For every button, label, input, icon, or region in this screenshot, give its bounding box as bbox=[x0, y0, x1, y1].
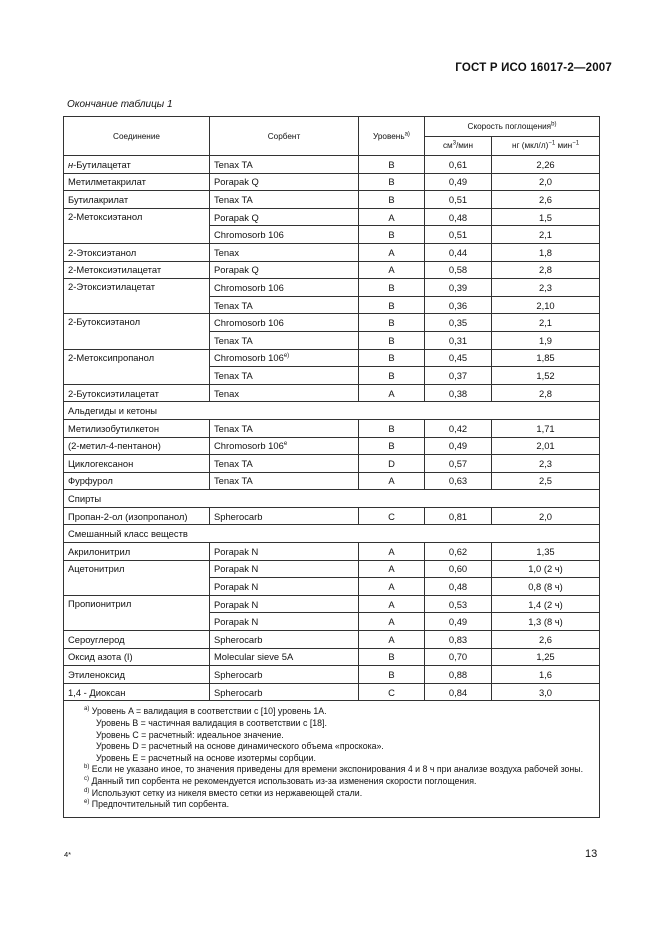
rate-cm3-cell: 0,49 bbox=[425, 437, 492, 455]
compound-cell: Циклогексанон bbox=[64, 455, 210, 473]
rate-cm3-cell: 0,48 bbox=[425, 578, 492, 596]
rate-ng-cell: 2,10 bbox=[492, 296, 600, 314]
rate-ng-cell: 2,0 bbox=[492, 507, 600, 525]
table-row bbox=[64, 419, 600, 437]
level-cell: A bbox=[359, 261, 425, 279]
rate-ng-cell: 2,8 bbox=[492, 384, 600, 402]
compound-cell: 2-Этоксиэтилацетат bbox=[64, 279, 210, 314]
table-row bbox=[64, 472, 600, 490]
rate-ng-cell: 2,01 bbox=[492, 437, 600, 455]
table-row bbox=[64, 314, 600, 332]
level-cell: A bbox=[359, 543, 425, 561]
sorbent-cell: Porapak Q bbox=[210, 261, 359, 279]
sorbent-cell: Chromosorb 106$^{e)}$ bbox=[210, 349, 359, 367]
sorbent-cell: Chromosorb 106 bbox=[210, 279, 359, 297]
sorbent-cell: Porapak N bbox=[210, 543, 359, 561]
col-header-sorbent: Сорбент bbox=[210, 117, 359, 156]
table-row bbox=[64, 191, 600, 209]
table-row bbox=[64, 507, 600, 525]
col-header-compound: Соединение bbox=[64, 117, 210, 156]
compound-cell: 2-Метоксиэтилацетат bbox=[64, 261, 210, 279]
rate-cm3-cell: 0,84 bbox=[425, 683, 492, 701]
sorbent-cell: Spherocarb bbox=[210, 666, 359, 684]
level-cell: A bbox=[359, 595, 425, 613]
level-cell: B bbox=[359, 296, 425, 314]
rate-ng-cell: 1,6 bbox=[492, 666, 600, 684]
rate-cm3-cell: 0,62 bbox=[425, 543, 492, 561]
rate-cm3-cell: 0,81 bbox=[425, 507, 492, 525]
rate-ng-cell: 2,1 bbox=[492, 314, 600, 332]
sorbent-cell: Porapak N bbox=[210, 578, 359, 596]
table-row bbox=[64, 631, 600, 649]
compound-cell: Сероуглерод bbox=[64, 631, 210, 649]
footnote-c: $^{c)}$ Данный тип сорбента не рекомендуется использовать из-за изменения скорости поглощения. bbox=[84, 775, 477, 786]
level-cell: B bbox=[359, 191, 425, 209]
sorbent-cell: Tenax TA bbox=[210, 331, 359, 349]
compound-cell: Метилизобутилкетон bbox=[64, 419, 210, 437]
rate-cm3-cell: 0,60 bbox=[425, 560, 492, 578]
level-cell: B bbox=[359, 173, 425, 191]
level-footnote-mark: a) bbox=[404, 130, 410, 137]
rate-cm3-cell: 0,57 bbox=[425, 455, 492, 473]
footnote-b: $^{b)}$ Если не указано иное, то значения приведены для времени экспонирования 4 и 8 ч при анализе воздуха рабочей зоны. bbox=[84, 764, 584, 775]
sorbent-cell: Tenax TA bbox=[210, 472, 359, 490]
rate-cm3-cell: 0,31 bbox=[425, 331, 492, 349]
section-title: Альдегиды и кетоны bbox=[64, 402, 600, 420]
sorbent-cell: Tenax bbox=[210, 243, 359, 261]
rate-cm3-cell: 0,36 bbox=[425, 296, 492, 314]
level-cell: A bbox=[359, 560, 425, 578]
compound-cell: 2-Бутоксиэтанол bbox=[64, 314, 210, 349]
sorbent-cell: Porapak N bbox=[210, 613, 359, 631]
rate-ng-cell: 1,85 bbox=[492, 349, 600, 367]
section-row bbox=[64, 525, 600, 543]
level-cell: B bbox=[359, 419, 425, 437]
rate-ng-cell: 3,0 bbox=[492, 683, 600, 701]
level-cell: A bbox=[359, 613, 425, 631]
table-row bbox=[64, 455, 600, 473]
section-row bbox=[64, 490, 600, 508]
section-title: Смешанный класс веществ bbox=[64, 525, 600, 543]
level-cell: B bbox=[359, 314, 425, 332]
rate-cm3-cell: 0,39 bbox=[425, 279, 492, 297]
rate-cm3-cell: 0,88 bbox=[425, 666, 492, 684]
rate-cm3-cell: 0,49 bbox=[425, 613, 492, 631]
level-cell: C bbox=[359, 507, 425, 525]
compound-cell: н-Бутилацетат bbox=[64, 156, 210, 174]
table-row bbox=[64, 279, 600, 297]
sorbent-cell: Chromosorb 106e bbox=[210, 437, 359, 455]
table-caption: Окончание таблицы 1 bbox=[67, 99, 173, 110]
sorbent-cell: Porapak N bbox=[210, 560, 359, 578]
rate-cm3-cell: 0,49 bbox=[425, 173, 492, 191]
compound-cell: 2-Метоксиэтанол bbox=[64, 208, 210, 243]
table-row bbox=[64, 349, 600, 367]
level-cell: C bbox=[359, 683, 425, 701]
sorbent-cell: Tenax TA bbox=[210, 156, 359, 174]
rate-ng-cell: 2,6 bbox=[492, 631, 600, 649]
rate-ng-cell: 2,1 bbox=[492, 226, 600, 244]
table-footnotes bbox=[64, 701, 600, 817]
rate-cm3-cell: 0,61 bbox=[425, 156, 492, 174]
level-cell: A bbox=[359, 472, 425, 490]
sorbent-cell: Tenax TA bbox=[210, 455, 359, 473]
sheet-mark: 4* bbox=[64, 850, 72, 859]
level-cell: B bbox=[359, 367, 425, 385]
footnote-d: $^{d)}$ Используют сетку из никеля вместо сетки из нержавеющей стали. bbox=[84, 787, 363, 798]
level-cell: B bbox=[359, 331, 425, 349]
level-cell: B bbox=[359, 279, 425, 297]
col-header-unit-cm3: $см^3$/мин bbox=[425, 136, 492, 156]
level-cell: B bbox=[359, 226, 425, 244]
table-row bbox=[64, 595, 600, 613]
sorbent-cell: Spherocarb bbox=[210, 683, 359, 701]
level-cell: A bbox=[359, 578, 425, 596]
table-row bbox=[64, 543, 600, 561]
standard-header: ГОСТ Р ИСО 16017-2—2007 bbox=[455, 62, 612, 74]
rate-ng-cell: 1,4 (2 ч) bbox=[492, 595, 600, 613]
rate-cm3-cell: 0,51 bbox=[425, 226, 492, 244]
rate-ng-cell: 2,3 bbox=[492, 279, 600, 297]
rate-cm3-cell: 0,37 bbox=[425, 367, 492, 385]
sorbent-cell: Tenax bbox=[210, 384, 359, 402]
level-cell: B bbox=[359, 666, 425, 684]
rate-ng-cell: 1,71 bbox=[492, 419, 600, 437]
sorbent-cell: Chromosorb 106 bbox=[210, 226, 359, 244]
compound-cell: Ацетонитрил bbox=[64, 560, 210, 595]
rate-ng-cell: 2,0 bbox=[492, 173, 600, 191]
footnote-a-line2: Уровень B = частичная валидация в соответствии с [18]. bbox=[96, 718, 327, 728]
rate-ng-cell: 1,52 bbox=[492, 367, 600, 385]
table-row bbox=[64, 156, 600, 174]
table-row bbox=[64, 560, 600, 578]
section-title: Спирты bbox=[64, 490, 600, 508]
level-cell: A bbox=[359, 384, 425, 402]
rate-ng-cell: 1,3 (8 ч) bbox=[492, 613, 600, 631]
sorbent-cell: Spherocarb bbox=[210, 507, 359, 525]
rate-ng-cell: 2,8 bbox=[492, 261, 600, 279]
level-cell: D bbox=[359, 455, 425, 473]
compound-cell: Фурфурол bbox=[64, 472, 210, 490]
sorbent-cell: Porapak Q bbox=[210, 208, 359, 226]
rate-ng-cell: 1,5 bbox=[492, 208, 600, 226]
rate-cm3-cell: 0,70 bbox=[425, 648, 492, 666]
rate-cm3-cell: 0,45 bbox=[425, 349, 492, 367]
rate-footnote-mark: b) bbox=[551, 121, 557, 128]
rate-cm3-cell: 0,58 bbox=[425, 261, 492, 279]
compound-cell: Бутилакрилат bbox=[64, 191, 210, 209]
sorption-table bbox=[63, 116, 600, 818]
compound-cell: 2-Бутоксиэтилацетат bbox=[64, 384, 210, 402]
footnote-e: $^{e)}$ Предпочтительный тип сорбента. bbox=[84, 799, 230, 810]
table-row bbox=[64, 384, 600, 402]
rate-cm3-cell: 0,83 bbox=[425, 631, 492, 649]
compound-cell: 1,4 - Диоксан bbox=[64, 683, 210, 701]
table-row bbox=[64, 243, 600, 261]
compound-cell: Оксид азота (I) bbox=[64, 648, 210, 666]
level-cell: A bbox=[359, 243, 425, 261]
table-row bbox=[64, 261, 600, 279]
rate-cm3-cell: 0,51 bbox=[425, 191, 492, 209]
rate-ng-cell: 2,5 bbox=[492, 472, 600, 490]
compound-cell: Этиленоксид bbox=[64, 666, 210, 684]
table-row bbox=[64, 666, 600, 684]
level-cell: B bbox=[359, 437, 425, 455]
rate-ng-cell: 1,8 bbox=[492, 243, 600, 261]
sorbent-cell: Tenax TA bbox=[210, 296, 359, 314]
footnote-a-line4: Уровень D = расчетный на основе динамического объема «проскока». bbox=[96, 741, 384, 752]
footnote-a: $^{a)}$ Уровень A = валидация в соответствии с [10] уровень 1А. bbox=[84, 706, 327, 717]
rate-ng-cell: 2,26 bbox=[492, 156, 600, 174]
col-header-level: Уровень$^{a)}$ bbox=[359, 117, 425, 156]
rate-cm3-cell: 0,38 bbox=[425, 384, 492, 402]
level-cell: B bbox=[359, 349, 425, 367]
col-header-rate: Скорость поглощения$^{b)}$ bbox=[425, 117, 600, 137]
rate-cm3-cell: 0,63 bbox=[425, 472, 492, 490]
compound-cell: 2-Этоксиэтанол bbox=[64, 243, 210, 261]
compound-cell: (2-метил-4-пентанон) bbox=[64, 437, 210, 455]
sorbent-cell: Spherocarb bbox=[210, 631, 359, 649]
sorbent-cell: Molecular sieve 5A bbox=[210, 648, 359, 666]
level-cell: A bbox=[359, 631, 425, 649]
rate-ng-cell: 1,35 bbox=[492, 543, 600, 561]
table-row bbox=[64, 437, 600, 455]
rate-cm3-cell: 0,44 bbox=[425, 243, 492, 261]
sorbent-cell: Tenax TA bbox=[210, 367, 359, 385]
rate-ng-cell: 0,8 (8 ч) bbox=[492, 578, 600, 596]
table-row bbox=[64, 648, 600, 666]
section-row bbox=[64, 402, 600, 420]
sorbent-cell: Chromosorb 106 bbox=[210, 314, 359, 332]
rate-cm3-cell: 0,42 bbox=[425, 419, 492, 437]
footnote-a-line3: Уровень C = расчетный: идеальное значение. bbox=[96, 729, 284, 740]
footnote-a-line5: Уровень E = расчетный на основе изотермы сорбции. bbox=[96, 752, 316, 763]
page-number: 13 bbox=[585, 848, 598, 860]
level-cell: B bbox=[359, 156, 425, 174]
compound-cell: 2-Метоксипропанол bbox=[64, 349, 210, 384]
col-header-unit-ng: нг $(мкл/л)^{-1}$ мин$^{-1}$ bbox=[492, 136, 600, 156]
rate-ng-cell: 1,0 (2 ч) bbox=[492, 560, 600, 578]
rate-ng-cell: 1,25 bbox=[492, 648, 600, 666]
table-row bbox=[64, 683, 600, 701]
compound-cell: Метилметакрилат bbox=[64, 173, 210, 191]
level-cell: B bbox=[359, 648, 425, 666]
table-row bbox=[64, 208, 600, 226]
compound-cell: Акрилонитрил bbox=[64, 543, 210, 561]
sorbent-cell: Tenax TA bbox=[210, 191, 359, 209]
sorbent-cell: Tenax TA bbox=[210, 419, 359, 437]
rate-cm3-cell: 0,53 bbox=[425, 595, 492, 613]
rate-ng-cell: 2,6 bbox=[492, 191, 600, 209]
level-cell: A bbox=[359, 208, 425, 226]
rate-cm3-cell: 0,48 bbox=[425, 208, 492, 226]
compound-cell: Пропан-2-ол (изопропанол) bbox=[64, 507, 210, 525]
rate-cm3-cell: 0,35 bbox=[425, 314, 492, 332]
table-row bbox=[64, 173, 600, 191]
sorbent-cell: Porapak Q bbox=[210, 173, 359, 191]
compound-cell: Пропионитрил bbox=[64, 595, 210, 630]
rate-ng-cell: 2,3 bbox=[492, 455, 600, 473]
sorbent-cell: Porapak N bbox=[210, 595, 359, 613]
rate-ng-cell: 1,9 bbox=[492, 331, 600, 349]
